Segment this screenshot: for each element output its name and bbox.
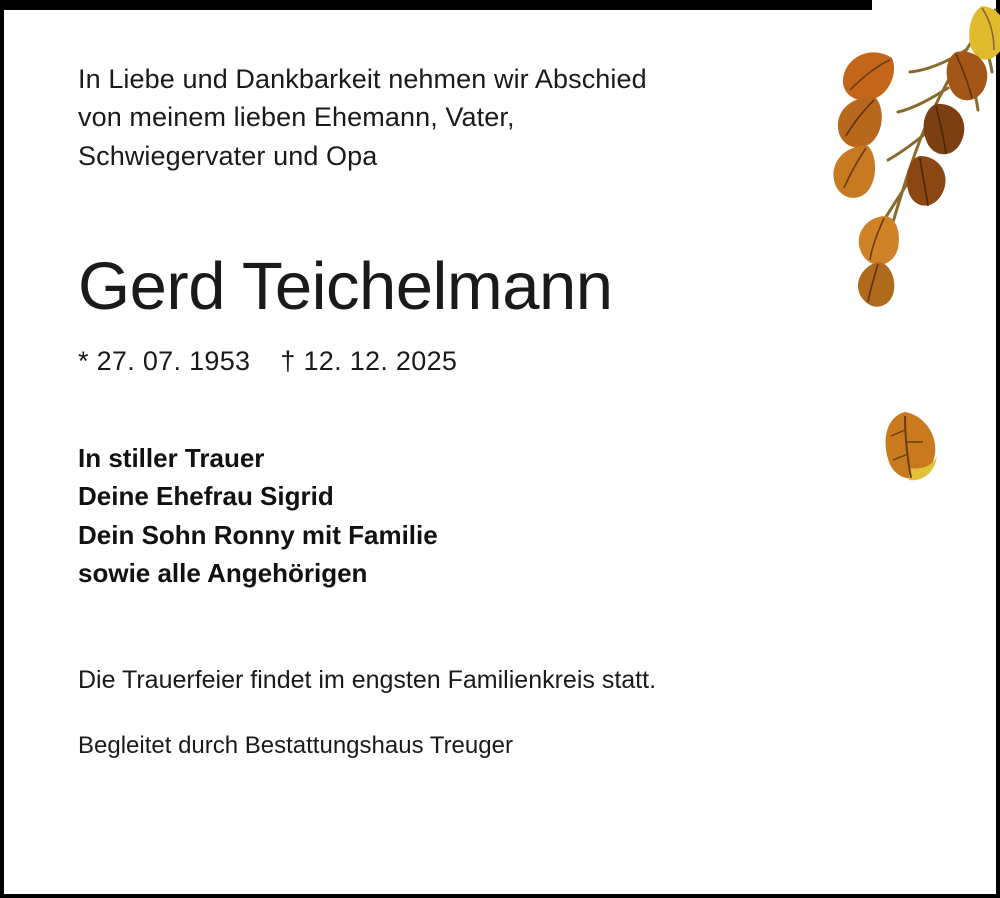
intro-text <box>78 60 798 175</box>
mourning-line-3: Dein Sohn Ronny mit Familie <box>78 519 438 550</box>
autumn-beech-branch-icon <box>770 0 1000 500</box>
birth-date: * 27. 07. 1953 <box>78 345 251 376</box>
autumn-leaf-icon <box>875 408 945 488</box>
mourning-line-4: sowie alle Angehörigen <box>78 558 368 589</box>
frame-left-border <box>0 0 4 898</box>
funeral-home-note: Begleitet durch Bestattungshaus Treuger <box>78 731 513 759</box>
mourning-line-2: Deine Ehefrau Sigrid <box>78 481 334 512</box>
intro-line-3: Schwiegervater und Opa <box>78 140 378 171</box>
intro-line-1: In Liebe und Dankbarkeit nehmen wir Abschied <box>78 64 647 94</box>
mourning-line-1: In stiller Trauer <box>78 442 265 473</box>
ceremony-note: Die Trauerfeier findet im engsten Familienkreis statt. <box>78 665 657 694</box>
death-date: † 12. 12. 2025 <box>280 345 458 376</box>
frame-bottom-border <box>0 894 1000 898</box>
frame-right-border <box>996 0 1000 898</box>
notice-content <box>78 60 798 760</box>
mourning-block <box>78 439 798 593</box>
life-dates <box>78 346 798 377</box>
frame-top-bar <box>0 0 872 10</box>
intro-line-2: von meinem lieben Ehemann, Vater, <box>78 102 515 133</box>
deceased-name: Gerd Teichelmann <box>78 248 613 324</box>
